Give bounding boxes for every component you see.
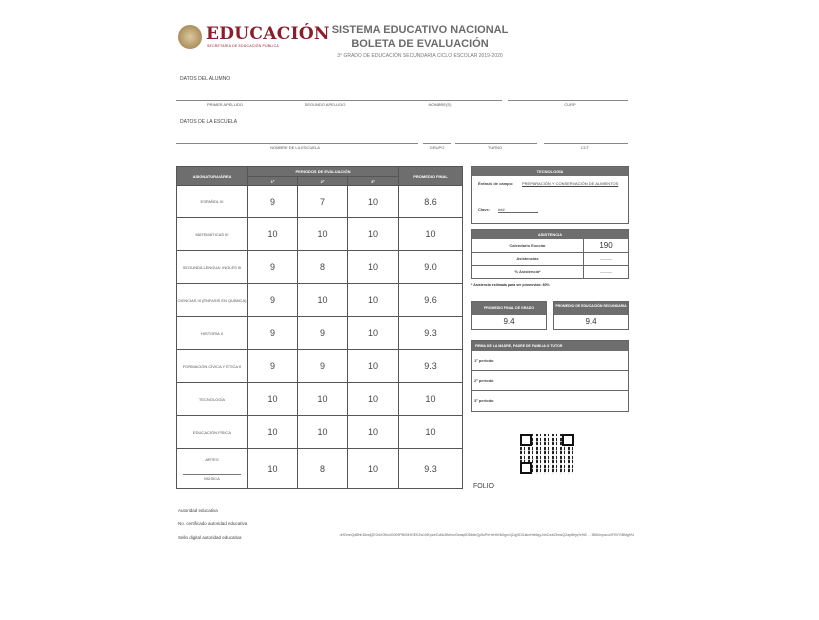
subject-cell: FORMACIÓN CÍVICA Y ÉTICA II [177, 350, 248, 383]
asistencia-row [472, 266, 628, 278]
subject-cell: EDUCACIÓN FÍSICA [177, 416, 248, 449]
subject-cell: CIENCIAS III (ÉNFASIS EN QUÍMICA) [177, 284, 248, 317]
subject-cell: HISTORIA II [177, 317, 248, 350]
school-grupo-line [423, 143, 451, 144]
firma-row [472, 351, 628, 371]
title-line-1: SISTEMA EDUCATIVO NACIONAL [331, 24, 509, 36]
asistencia-label: % Asistencia* [472, 266, 584, 278]
period-2-header: 2º [298, 177, 348, 186]
table-row [177, 350, 463, 383]
grade-cell: 10 [348, 416, 399, 449]
final-cell: 9.6 [399, 284, 463, 317]
campo-label: Énfasis de campo: [478, 181, 514, 186]
asistencia-row [472, 253, 628, 266]
asistencia-header: ASISTENCIA [472, 230, 628, 239]
qr-code-icon [520, 434, 574, 474]
grade-cell: 9 [248, 251, 298, 284]
firma-label: 3º periodo [474, 398, 494, 403]
promedio-grado-value: 9.4 [503, 317, 515, 326]
field-grupo: GRUPO [429, 145, 445, 150]
firma-row [472, 391, 628, 411]
field-segundo-apellido: SEGUNDO APELLIDO [304, 102, 346, 107]
tecnologia-box [471, 166, 629, 224]
promedio-nivel-label: PROMEDIO DE EDUCACIÓN SECUNDARIA [554, 302, 628, 315]
final-cell: 9.3 [399, 317, 463, 350]
grade-cell: 10 [298, 383, 348, 416]
table-row [177, 416, 463, 449]
asistencia-footnote: * Asistencia estimada para ser promovido: 80% [471, 283, 550, 287]
table-row [177, 251, 463, 284]
grade-cell: 10 [298, 416, 348, 449]
field-nombre-escuela: NOMBRE DE LA ESCUELA [270, 145, 320, 150]
logo-text: EDUCACIÓN [206, 24, 330, 44]
grades-table [176, 166, 463, 489]
grade-cell: 8 [298, 251, 348, 284]
student-name-line [176, 100, 502, 101]
table-row [177, 383, 463, 416]
folio-label: FOLIO [473, 483, 495, 490]
grade-cell: 10 [248, 383, 298, 416]
field-turno: TURNO [487, 145, 503, 150]
grade-cell: 9 [298, 317, 348, 350]
grade-cell: 8 [298, 449, 348, 489]
subject-cell [177, 449, 248, 489]
grade-cell: 9 [248, 186, 298, 218]
final-cell: 9.3 [399, 350, 463, 383]
sello-digital-value: nHDmnQdBhKDbwjQEOdX05vxiG009PB0NHGEKZw1NKpzeZuMc3tMmoGeaiq0D8bxbQp5oPnHxHhHk0gm1jCqjSDI1kkxHeMqyJ4hCwbZbmzQ2ap8frjqYe9t0 ... 5BD/mpacuXFBYGBMgHU [339, 533, 634, 537]
grade-cell: 10 [348, 218, 399, 251]
grade-cell: 10 [348, 186, 399, 218]
firma-label: 2º periodo [474, 378, 494, 383]
grade-cell: 10 [348, 350, 399, 383]
grade-cell: 9 [248, 350, 298, 383]
col-subject-header: ASIGNATURA/ÁREA [177, 167, 248, 186]
firmas-box [471, 340, 629, 412]
table-row [177, 218, 463, 251]
table-row [177, 317, 463, 350]
field-nombres: NOMBRE(S) [428, 102, 452, 107]
grade-cell: 10 [348, 251, 399, 284]
certificado-autoridad: No. certificado autoridad educativa [178, 521, 248, 526]
asistencia-box [471, 229, 629, 279]
promedio-grado-box [471, 301, 547, 330]
promedio-nivel-value: 9.4 [585, 317, 597, 326]
table-row [177, 449, 463, 489]
final-cell: 10 [399, 383, 463, 416]
period-3-header: 3º [348, 177, 399, 186]
grade-cell: 7 [298, 186, 348, 218]
school-section-label: DATOS DE LA ESCUELA [180, 119, 238, 125]
grade-cell: 10 [248, 218, 298, 251]
grade-cell: 10 [348, 383, 399, 416]
table-row [177, 284, 463, 317]
subject-cell: TECNOLOGÍA [177, 383, 248, 416]
firma-row [472, 371, 628, 391]
grade-cell: 9 [248, 317, 298, 350]
school-cct-line [544, 143, 628, 144]
table-row [177, 186, 463, 218]
student-curp-line [508, 100, 628, 101]
clave-label: Clave: [478, 207, 491, 212]
subject-artes: ARTES [205, 456, 219, 462]
col-periods-header: PERIODOS DE EVALUACIÓN [248, 167, 399, 177]
school-turno-line [455, 143, 537, 144]
asistencia-value: ——— [600, 269, 612, 274]
firma-label: 1º periodo [474, 358, 494, 363]
subject-artes-musica: MÚSICA [183, 474, 241, 481]
subject-cell: ESPAÑOL III [177, 186, 248, 218]
grade-cell: 10 [348, 449, 399, 489]
field-curp: CURP [564, 102, 576, 107]
grade-cell: 9 [248, 284, 298, 317]
promedio-nivel-box [553, 301, 629, 330]
tecnologia-header: TECNOLOGÍA [472, 167, 628, 176]
final-cell: 9.0 [399, 251, 463, 284]
period-1-header: 1º [248, 177, 298, 186]
sep-seal-icon [178, 25, 202, 49]
title-line-2: BOLETA DE EVALUACIÓN [351, 38, 489, 50]
subject-cell: SEGUNDA LENGUA: INGLÉS III [177, 251, 248, 284]
grade-cell: 10 [298, 284, 348, 317]
final-cell: 10 [399, 218, 463, 251]
grade-cell: 10 [248, 416, 298, 449]
campo-value: PREPARACIÓN Y CONSERVACIÓN DE ALIMENTOS [522, 181, 619, 186]
asistencia-label: Calendario Escolar [472, 239, 584, 252]
grade-cell: 10 [248, 449, 298, 489]
autoridad-educativa: Autoridad educativa [178, 508, 218, 513]
asistencia-row [472, 239, 628, 253]
grade-cell: 10 [298, 218, 348, 251]
grade-cell: 10 [348, 317, 399, 350]
title-line-3: 3° GRADO DE EDUCACIÓN SECUNDARIA CICLO ESCOLAR 2019-2020 [337, 53, 503, 59]
final-cell: 9.3 [399, 449, 463, 489]
field-cct: CCT [580, 145, 590, 150]
asistencia-label: Asistencias [472, 253, 584, 265]
asistencia-value: ——— [600, 256, 612, 261]
final-cell: 8.6 [399, 186, 463, 218]
grade-cell: 10 [348, 284, 399, 317]
promedio-grado-label: PROMEDIO FINAL DE GRADO [472, 302, 546, 315]
col-final-header: PROMEDIO FINAL [399, 167, 463, 186]
asistencia-value: 190 [599, 241, 613, 250]
logo-subtitle: SECRETARÍA DE EDUCACIÓN PÚBLICA [207, 44, 279, 48]
firmas-header: FIRMA DE LA MADRE, PADRE DE FAMILIA O TUTOR [472, 341, 628, 351]
field-primer-apellido: PRIMER APELLIDO [206, 102, 243, 107]
final-cell: 10 [399, 416, 463, 449]
student-section-label: DATOS DEL ALUMNO [180, 76, 231, 82]
sello-digital-label: Sello digital autoridad educativa [178, 535, 242, 540]
clave-value: ### [498, 207, 538, 213]
subject-cell: MATEMÁTICAS III [177, 218, 248, 251]
grade-cell: 9 [298, 350, 348, 383]
school-name-line [176, 143, 418, 144]
